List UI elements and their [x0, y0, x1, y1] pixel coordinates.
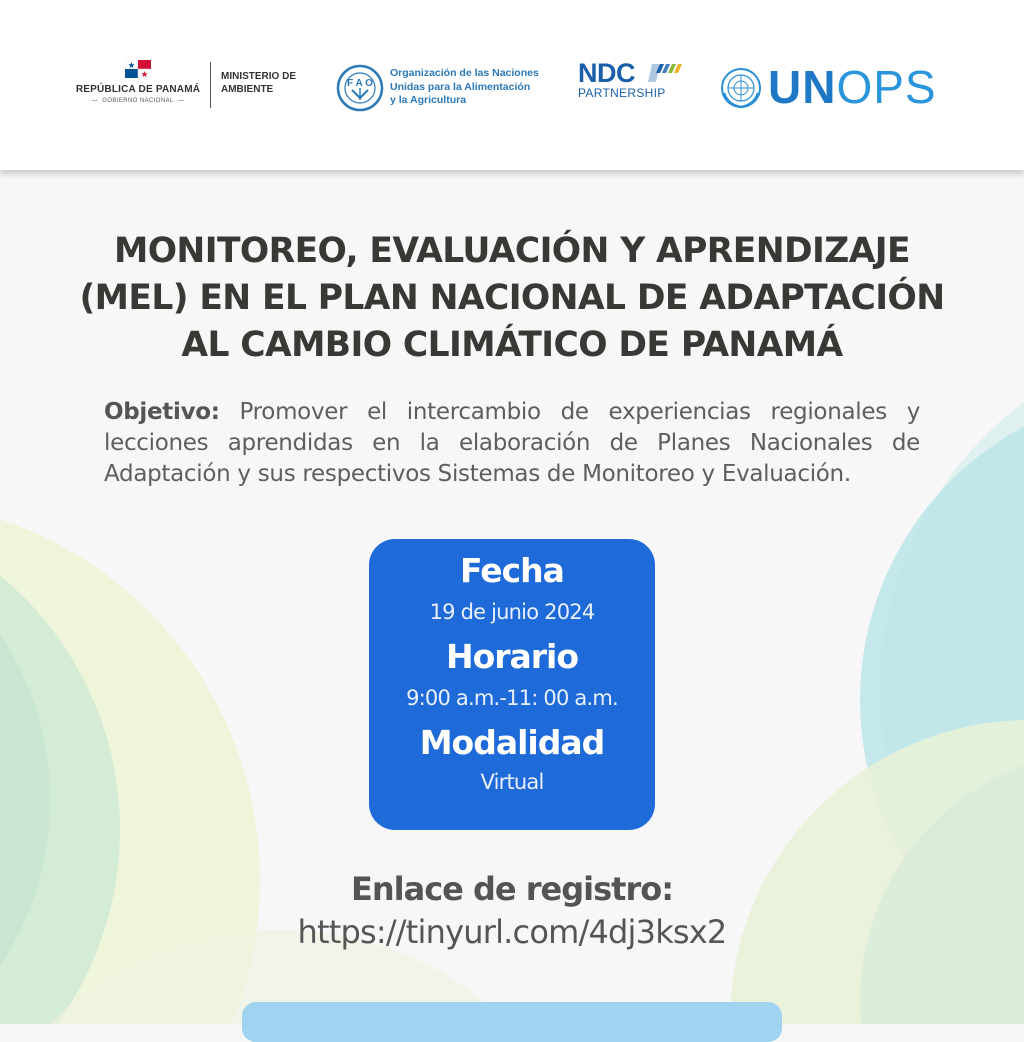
fao-emblem-icon — [336, 64, 384, 112]
ministerio-ambiente-logo — [221, 70, 321, 96]
unops-logo-text — [768, 60, 937, 114]
event-title-line2: (MEL) EN EL PLAN NACIONAL DE ADAPTACIÓN — [79, 278, 945, 318]
logo-divider — [210, 62, 211, 108]
ndc-stripes-icon — [648, 62, 688, 84]
registration-label: Enlace de registro: — [350, 870, 674, 908]
panama-government-logo — [72, 60, 204, 104]
event-objective — [104, 397, 920, 490]
mode-value: Virtual — [480, 770, 544, 794]
unops-un: UN — [768, 61, 837, 113]
event-title-line3: AL CAMBIO CLIMÁTICO DE PANAMÁ — [181, 325, 843, 365]
fao-line3: y la Agricultura — [390, 94, 467, 106]
ndc-subtitle: PARTNERSHIP — [578, 86, 666, 100]
un-emblem-icon — [720, 67, 762, 109]
mode-label: Modalidad — [419, 723, 605, 762]
objective-text: Promover el intercambio de experiencias regionales y lecciones aprendidas en la elaboración de Planes Nacionales de Adaptación y sus respectivos Sistemas de Monitoreo y Evaluación. — [104, 399, 921, 487]
date-value: 19 de junio 2024 — [429, 600, 595, 624]
fao-line2: Unidas para la Alimentación — [390, 80, 531, 93]
time-label: Horario — [445, 637, 579, 676]
event-title-line1: MONITOREO, EVALUACIÓN Y APRENDIZAJE — [113, 231, 911, 271]
unops-ops: OPS — [836, 61, 937, 113]
objective-label: Objetivo: — [104, 399, 220, 425]
partner-logos-header — [0, 0, 1024, 170]
ministerio-line2: AMBIENTE — [221, 84, 274, 95]
ndc-title: NDC — [578, 58, 635, 88]
fao-line1: Organización de las Naciones — [390, 67, 539, 79]
ministerio-line1: MINISTERIO DE — [221, 71, 297, 82]
bottom-banner — [242, 1002, 782, 1042]
date-label: Fecha — [460, 551, 564, 590]
ndc-partnership-logo — [578, 58, 698, 100]
event-title — [40, 228, 984, 369]
panama-flag-icon — [125, 60, 151, 78]
registration-link[interactable]: https://tinyurl.com/4dj3ksx2 — [297, 913, 727, 951]
svg-text:F A O: F A O — [347, 78, 373, 89]
panama-subtitle: — GOBIERNO NACIONAL — — [72, 98, 204, 104]
event-details-card — [369, 539, 655, 830]
fao-logo-text — [390, 67, 560, 108]
time-value: 9:00 a.m.-11: 00 a.m. — [406, 686, 618, 710]
panama-name: REPÚBLICA DE PANAMÁ — [75, 84, 201, 95]
